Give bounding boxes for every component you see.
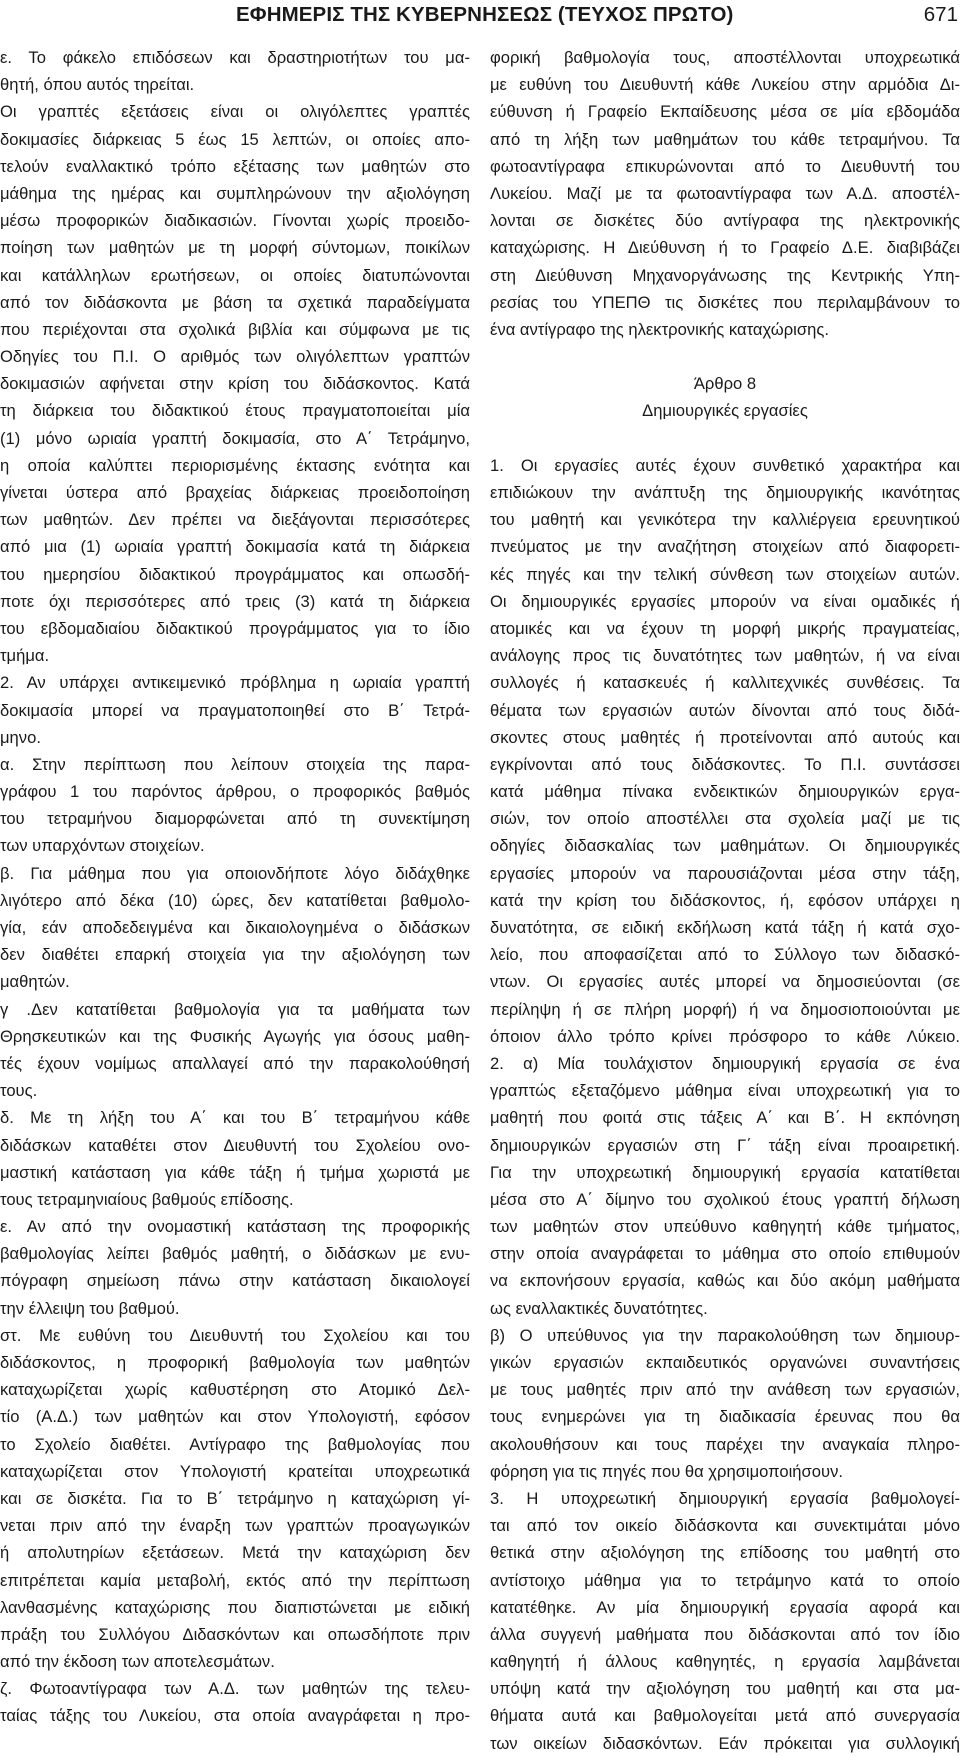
text-line: του εβδομαδιαίου διδακτικού προγράμματος για το ίδιο [0,618,470,638]
text-line: στη Διεύθυνση Μηχανοργάνωσης της Κεντρικής Υπη- [490,265,960,285]
text-line: μάθημα της ημέρας και συμπληρώνουν την αξιολόγηση [0,183,470,203]
text-line: ντων. Οι εργασίες αυτές μπορεί να δημοσιεύονται (σε [490,972,960,992]
text-line: ανάλογης προς τις δυνατότητες των μαθητών, ή να είναι [490,646,960,666]
text-line [490,343,960,370]
text-line: καθηγητή ή άλλους καθηγητές, η εργασία λαμβάνεται [490,1652,960,1672]
text-line: καταχωρίζεται χωρίς καθυστέρηση στο Ατομικό Δελ- [0,1380,470,1400]
article-heading-line: Άρθρο 8 [693,374,757,394]
text-line: το Σχολείο διαθέτει. Αντίγραφο της βαθμολογίας που [0,1434,470,1454]
text-line: 2. α) Μία τουλάχιστον δημιουργική εργασία σε ένα [490,1053,960,1073]
text-line: θέματα των εργασιών αυτών δίνονται από τους διδά- [490,700,960,720]
right-column [490,44,960,1757]
text-line: εύθυνση ή Γραφείο Εκπαίδευσης μέσα σε μία εβδομάδα [490,102,960,122]
text-line: οδηγίες διδασκαλίας των μαθημάτων. Οι δημιουργικές [490,836,960,856]
text-line: τμήμα. [0,646,50,666]
text-line: σιών, τον οποίο αποστέλλει στα σχολεία μαζί με τις [490,809,960,829]
text-line: δυνατότητα, σε ειδική εκδήλωση κατά τάξη ή κατά σχο- [490,918,960,937]
text-line: υπόψη κατά την αξιολόγηση του μαθητή και στα μα- [490,1679,960,1699]
text-line: μέσα στο Α΄ δίμηνο του σχολικού έτους γραπτή δήλωση [490,1189,960,1209]
text-line: 3. Η υποχρεωτική δημιουργική εργασία βαθμολογεί- [490,1488,960,1508]
text-line: θήματα αυτά και βαθμολογείται μετά από συνεργασία [490,1706,960,1726]
text-line: λανθασμένης καταχώρισης που διαπιστώνεται με ειδική [0,1597,470,1617]
text-line: ταίας τάξης του Λυκείου, στα οποία αναγράφεται η προ- [0,1706,470,1726]
text-line: ται από τον οικείο διδάσκοντα και συνεκτιμάται μόνο [490,1516,960,1536]
text-line: την έλλειψη του βαθμού. [0,1298,180,1318]
text-line: θητή, όπου αυτός τηρείται. [0,75,195,95]
text-line: μαθητών. [0,972,70,992]
text-line: μηνο. [0,727,41,747]
text-line: τους ενημερώνει για τη διαδικασία έρευνας που θα [490,1407,960,1427]
text-line: δοκιμασιών αφήνεται στην κρίση του διδάσκοντος. Κατά [0,374,470,394]
text-line: λείο, που αποφασίζεται από το Σύλλογο των διδασκό- [490,945,960,965]
text-line: Οι γραπτές εξετάσεις είναι οι ολιγόλεπτες γραπτές [0,102,470,122]
text-line: γ .Δεν κατατίθεται βαθμολογία για τα μαθήματα των [0,999,470,1019]
text-line: καταχώρισης. Η Διεύθυνση ή το Γραφείο Δ.Ε. διαβιβάζει [490,238,960,258]
text-line: από την έκδοση των αποτελεσμάτων. [0,1652,275,1672]
text-line: τελούν εναλλακτικό τρόπο εξέτασης των μαθητών στο [0,156,470,176]
text-line: μέσω προφορικών διαδικασιών. Γίνονται χωρίς προειδο- [0,211,470,231]
text-line: όποιον άλλο τρόπο κρίνει πρόσφορο το κάθε Λύκειο. [490,1026,960,1046]
text-line: καταχωρίζεται στον Υπολογιστή κρατείται υποχρεωτικά [0,1461,470,1481]
text-line: του ημερησίου διδακτικού προγράμματος και οπωσδή- [0,564,470,584]
text-line: διδάσκοντος, η προφορική βαθμολογία των μαθητών [0,1353,470,1372]
text-line: με ευθύνη του Διευθυντή κάθε Λυκείου στην αρμόδια Δι- [490,75,960,95]
text-line: 1. Οι εργασίες αυτές έχουν συνθετικό χαρακτήρα και [490,455,960,475]
text-line: β. Για μάθημα που για οποιονδήποτε λόγο διδάχθηκε [0,863,470,883]
text-line: εγκρίνονται από τους διδάσκοντες. Το Π.Ι. συντάσσει [490,754,960,774]
text-line: δημιουργικών εργασιών στη Γ΄ τάξη είναι προαιρετική. [490,1135,960,1155]
text-line: (1) μόνο ωριαία γραπτή δοκιμασία, στο Α΄ Τετράμηνο, [0,428,470,448]
text-line: αντίστοιχο μάθημα για το τετράμηνο κατά το οποίο [490,1570,960,1590]
text-line: να εκπονήσουν εργασία, καθώς και δύο ακόμη μαθήματα [490,1271,960,1291]
text-line: επιδιώκουν την ανάπτυξη της δημιουργικής ικανότητας [490,483,960,502]
text-line: η οποία καλύπτει περιορισμένης έκτασης ενότητα και [0,455,470,475]
text-line: και κατάλληλων ερωτήσεων, οι οποίες διατυπώνονται [0,265,470,285]
text-line: των μαθητών. Δεν πρέπει να διεξάγονται περισσότερες [0,510,470,530]
text-line: φόρηση για τις πηγές που θα χρησιμοποιήσουν. [490,1461,843,1481]
text-line: βαθμολογίας λείπει βαθμός μαθητή, ο διδάσκων με ενυ- [0,1244,470,1264]
text-line: λονται σε δισκέτες δύο αντίγραφα της ηλεκτρονικής [490,211,960,231]
text-line: γίνεται ύστερα από βραχείας διάρκειας προειδοποίηση [0,483,470,502]
text-line: ρεσίας του ΥΠΕΠΘ τις δισκέτες που περιλαμβάνουν το [490,292,960,312]
text-line: και σε δισκέτα. Για το Β΄ τετράμηνο η καταχώριση γί- [0,1488,470,1508]
text-line: τους. [0,1081,38,1101]
text-line: γραπτώς εξεταζόμενο μάθημα είναι υποχρεωτική για το [490,1081,960,1101]
text-line: πνεύματος με την αναζήτηση στοιχείων από διαφορετι- [490,537,960,557]
text-line: πόγραφη σημείωση πάνω στην κατάσταση δικαιολογεί [0,1271,470,1291]
text-line: στ. Με ευθύνη του Διευθυντή του Σχολείου και του [0,1325,470,1345]
text-line: κατά μάθημα πίνακα ενδεικτικών δημιουργικών εργα- [490,782,960,802]
text-line: σκοντες στους μαθητές ή προτείνονται από αυτούς και [490,727,960,747]
text-line: διδάσκων καταθέτει στον Διευθυντή του Σχολείου ονο- [0,1135,470,1155]
text-line: κατά την κρίση του διδάσκοντος, ή, εφόσον υπάρχει η [490,890,960,910]
text-line: ακολουθήσουν και τους παρέχει την αναγκαία πληρο- [490,1434,960,1454]
text-line: Θρησκευτικών και της Φυσικής Αγωγής για όσους μαθη- [0,1026,470,1046]
article-heading-line: Δημιουργικές εργασίες [642,401,808,421]
text-line: κές πηγές και την τελική σύνθεση των στοιχείων αυτών. [490,564,960,584]
text-line: πράξη του Συλλόγου Διδασκόντων και οπωσδήποτε πριν [0,1624,470,1644]
text-line: γικών εργασιών εκπαιδευτικός οργανώνει συναντήσεις [490,1353,960,1372]
text-line: Για την υποχρεωτική δημιουργική εργασία κατατίθεται [490,1162,960,1182]
text-line: δεν διαθέτει επαρκή στοιχεία για την αξιολόγηση των [0,945,470,965]
text-line: β) Ο υπεύθυνος για την παρακολούθηση των δημιουρ- [490,1325,960,1345]
text-line: θετικά στην αξιολόγηση της επίδοσης του μαθητή στο [490,1543,960,1563]
text-line: ως εναλλακτικές δυνατότητες. [490,1298,708,1318]
text-line: α. Στην περίπτωση που λείπουν στοιχεία της παρα- [0,754,470,774]
page-header [0,0,960,34]
text-line: ποίηση των μαθητών με τη μορφή σύντομων, ποικίλων [0,238,470,258]
text-line: γράφου 1 του παρόντος άρθρου, ο προφορικός βαθμός [0,782,470,802]
page-number: 671 [923,3,958,26]
text-line: μαθητή που φοιτά στις τάξεις Α΄ και Β΄. Η εκπόνηση [490,1108,960,1128]
text-line: μαστική κατάσταση για κάθε τάξη ή τμήμα χωριστά με [0,1162,470,1182]
text-line: γία, εάν αποδεδειγμένα και δικαιολογημένα ο διδάσκων [0,918,470,937]
text-line: που περιέχονται στα σχολικά βιβλία και σύμφωνα με τις [0,319,470,339]
text-line: Οδηγίες του Π.Ι. Ο αριθμός των ολιγόλεπτων γραπτών [0,347,470,367]
text-line: ζ. Φωτοαντίγραφα των Α.Δ. των μαθητών της τελευ- [0,1679,470,1699]
text-line: με τους μαθητές πριν από την ανάθεση των εργασιών, [490,1380,960,1400]
text-line: ποτε όχι περισσότερες από τρεις (3) κατά τη διάρκεια [0,591,470,611]
text-line: δ. Με τη λήξη του Α΄ και του Β΄ τετραμήνου κάθε [0,1108,470,1128]
text-line: τές έχουν νομίμως απαλλαγεί από την παρακολούθησή [0,1053,470,1073]
text-line [490,425,960,452]
text-line: τους τετραμηνιαίους βαθμούς επίδοσης. [0,1189,294,1209]
text-line: από τον διδάσκοντα με βάση τα σχετικά παραδείγματα [0,292,470,312]
text-line: φορική βαθμολογία τους, αποστέλλονται υποχρεωτικά [490,48,960,67]
text-line: Οι δημιουργικές εργασίες μπορούν να είναι ομαδικές ή [490,591,960,611]
text-line: από μια (1) ωριαία γραπτή δοκιμασία κατά τη διάρκεια [0,537,470,557]
text-line: 2. Αν υπάρχει αντικειμενικό πρόβλημα η ωριαία γραπτή [0,673,470,693]
text-line: ε. Αν από την ονομαστική κατάσταση της προφορικής [0,1217,470,1237]
text-line: ατομικές και να έχουν τη μορφή μικρής πραγματείας, [490,618,960,638]
text-line: ε. Το φάκελο επιδόσεων και δραστηριοτήτων του μα- [0,48,470,67]
gazette-title: ΕΦΗΜΕΡΙΣ ΤΗΣ ΚΥΒΕΡΝΗΣΕΩΣ (ΤΕΥΧΟΣ ΠΡΩΤΟ) [236,3,734,26]
text-line: λιγότερο από δέκα (10) ώρες, δεν κατατίθεται βαθμολο- [0,890,470,910]
text-line: κατατέθηκε. Αν μία δημιουργική εργασία αφορά και [490,1597,960,1617]
text-line: από τη λήξη των μαθημάτων του κάθε τετραμήνου. Τα [490,129,960,149]
text-line: δοκιμασίες διάρκειας 5 έως 15 λεπτών, οι οποίες απο- [0,129,470,149]
text-line: των υπαρχόντων στοιχείων. [0,836,205,856]
text-line: στην οποία αναγράφεται το μάθημα στο οποίο επιθυμούν [490,1244,960,1264]
text-line: του τετραμήνου διαμορφώνεται από τη συνεκτίμηση [0,809,470,829]
left-column [0,44,470,1730]
text-line: ή απολυτηρίων εξετάσεων. Μετά την καταχώριση δεν [0,1543,470,1563]
text-line: του μαθητή και γενικότερα την καλλιέργεια ερευνητικού [490,510,960,530]
text-line: τίο (Α.Δ.) των μαθητών και στον Υπολογιστή, εφόσον [0,1407,470,1427]
text-line: νεται πριν από την έναρξη των γραπτών προαγωγικών [0,1516,470,1536]
text-line: φωτοαντίγραφα επικυρώνονται από το Διευθυντή του [490,156,960,176]
text-line: ένα αντίγραφο της ηλεκτρονικής καταχώρισης. [490,319,829,339]
text-line: Λυκείου. Μαζί με τα φωτοαντίγραφα των Α.Δ. αποστέλ- [490,183,960,203]
text-line: εργασίες μπορούν να παρουσιάζονται μέσα στην τάξη, [490,863,960,883]
text-line: συλλογές ή κατασκευές ή καλλιτεχνικές συνθέσεις. Τα [490,673,960,693]
text-line: των μαθητών στον υπεύθυνο καθηγητή κάθε τμήματος, [490,1217,960,1237]
text-line: των οικείων διδασκόντων. Εάν πρόκειται για συλλογική [490,1733,960,1753]
text-line: περίληψη ή σε πλήρη μορφή) ή να δημοσιοποιούνται με [490,999,960,1019]
text-line: άλλα συγγενή μαθήματα που διδάσκονται από τον ίδιο [490,1624,960,1644]
text-line: δοκιμασία μπορεί να πραγματοποιηθεί στο Β΄ Τετρά- [0,700,470,720]
text-line: επιτρέπεται καμία μεταβολή, εκτός από την περίπτωση [0,1570,470,1590]
text-line: τη διάρκεια του διδακτικού έτους πραγματοποιείται μία [0,401,470,421]
